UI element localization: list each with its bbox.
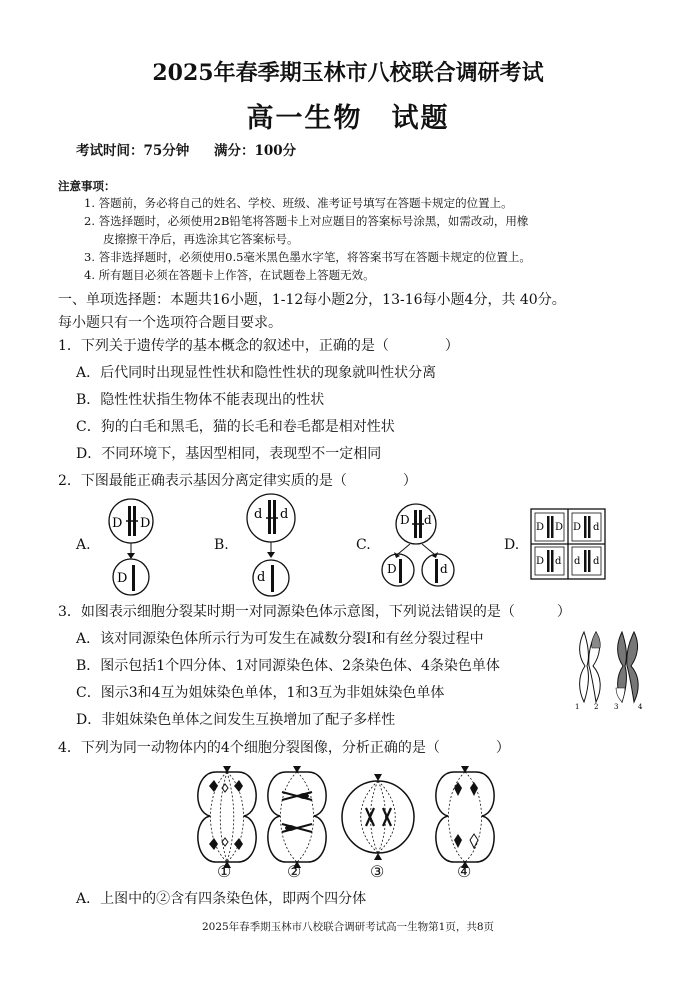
q3-option-d: D．非姐妹染色单体之间发生互换增加了配子多样性 [76,712,396,728]
gene-label: d [574,556,581,567]
notice-item-4: 4. 所有题目必须在答题卡上作答，在试题卷上答题无效。 [84,268,375,282]
q1-option-b: B．隐性性状指生物体不能表现出的性状 [76,392,325,408]
q3-chromosome-figure [570,628,652,710]
exam-time: 考试时间：75分钟 [76,143,190,159]
q2-figure-d [530,508,606,580]
question-3-stem: 3．如图表示细胞分裂某时期一对同源染色体示意图，下列说法错误的是（ ） [58,604,571,620]
question-2-stem: 2．下图最能正确表示基因分离定律实质的是（ ） [58,473,417,489]
gene-label: d [440,562,448,576]
exam-meta [76,139,316,159]
q3-option-a: A．该对同源染色体所示行为可发生在减数分裂Ⅰ和有丝分裂过程中 [76,631,484,647]
notice-heading: 注意事项： [58,179,116,193]
gene-label: d [593,556,600,567]
gene-label: D [112,516,123,531]
exam-title: 2025年春季期玉林市八校联合调研考试 [152,60,544,86]
gene-label: d [254,507,263,522]
gene-label: D [573,522,582,533]
gene-label: D [117,571,128,586]
q2-choice-c-label: C. [356,537,371,553]
q2-figure-c [380,502,472,590]
q2-figure-b [240,492,302,602]
chromatid-label: 2 [594,703,599,710]
gene-label: D [536,556,545,567]
cell-label-4: ④ [457,862,472,881]
gene-label: D [387,562,397,576]
q2-choice-b-label: B. [214,537,229,553]
gene-label: D [555,522,564,533]
chromatid-label: 3 [614,703,619,710]
q4-option-a: A．上图中的②含有四条染色体，即两个四分体 [76,891,367,907]
q3-option-b: B．图示包括1个四分体、1对同源染色体、2条染色体、4条染色单体 [76,658,500,674]
cell-3 [342,774,414,860]
q1-option-c: C．狗的白毛和黑毛，猫的长毛和卷毛都是相对性状 [76,419,395,435]
cell-1 [198,766,256,868]
q2-choice-a-label: A. [76,537,91,553]
gene-label: D [400,513,410,527]
page-footer: 2025年春季期玉林市八校联合调研考试高一生物第1页，共8页 [201,921,495,933]
notice-item-2-cont: 皮擦擦干净后，再选涂其它答案标号。 [103,232,299,246]
cell-label-1: ① [217,862,232,881]
question-1-stem: 1．下列关于遗传学的基本概念的叙述中，正确的是（ ） [58,338,459,354]
q2-choice-d-label: D. [504,537,520,553]
gene-label: d [280,507,289,522]
notice-item-3: 3. 答非选择题时，必须使用0.5毫米黑色墨水字笔，将答案书写在答题卡规定的位置上。 [84,250,531,264]
notice-item-2: 2. 答选择题时，必须使用2B铅笔将答题卡上对应题目的答案标号涂黑，如需改动，用橡 [84,214,529,228]
cell-2 [268,766,326,868]
exam-score: 满分：100分 [214,143,297,159]
gene-label: D [140,516,151,531]
cell-label-3: ③ [370,862,385,881]
cell-label-2: ② [287,862,302,881]
section-heading: 一、单项选择题：本题共16小题，1-12每小题2分，13-16每小题4分，共 40分。 [58,292,566,308]
gene-label: D [536,522,545,533]
q1-option-d: D．不同环境下，基因型相同，表现型不一定相同 [76,446,382,462]
q3-option-c: C．图示3和4互为姐妹染色单体，1和3互为非姐妹染色单体 [76,685,445,701]
cell-4 [436,766,494,868]
gene-label: d [593,522,600,533]
question-4-stem: 4．下列为同一动物体内的4个细胞分裂图像，分析正确的是（ ） [58,740,510,756]
notice-item-1: 1. 答题前，务必将自己的姓名、学校、班级、准考证号填写在答题卡规定的位置上。 [84,196,513,210]
chromatid-label: 4 [638,703,643,710]
section-heading-cont: 每小题只有一个选项符合题目要求。 [58,315,282,331]
q1-option-a: A．后代同时出现显性性状和隐性性状的现象就叫性状分离 [76,365,437,381]
gene-label: d [257,570,266,585]
gene-label: d [424,513,432,527]
q2-figure-a [100,497,162,601]
gene-label: d [555,556,562,567]
subject-title: 高一生物 试题 [246,103,450,134]
chromatid-label: 1 [575,703,580,710]
